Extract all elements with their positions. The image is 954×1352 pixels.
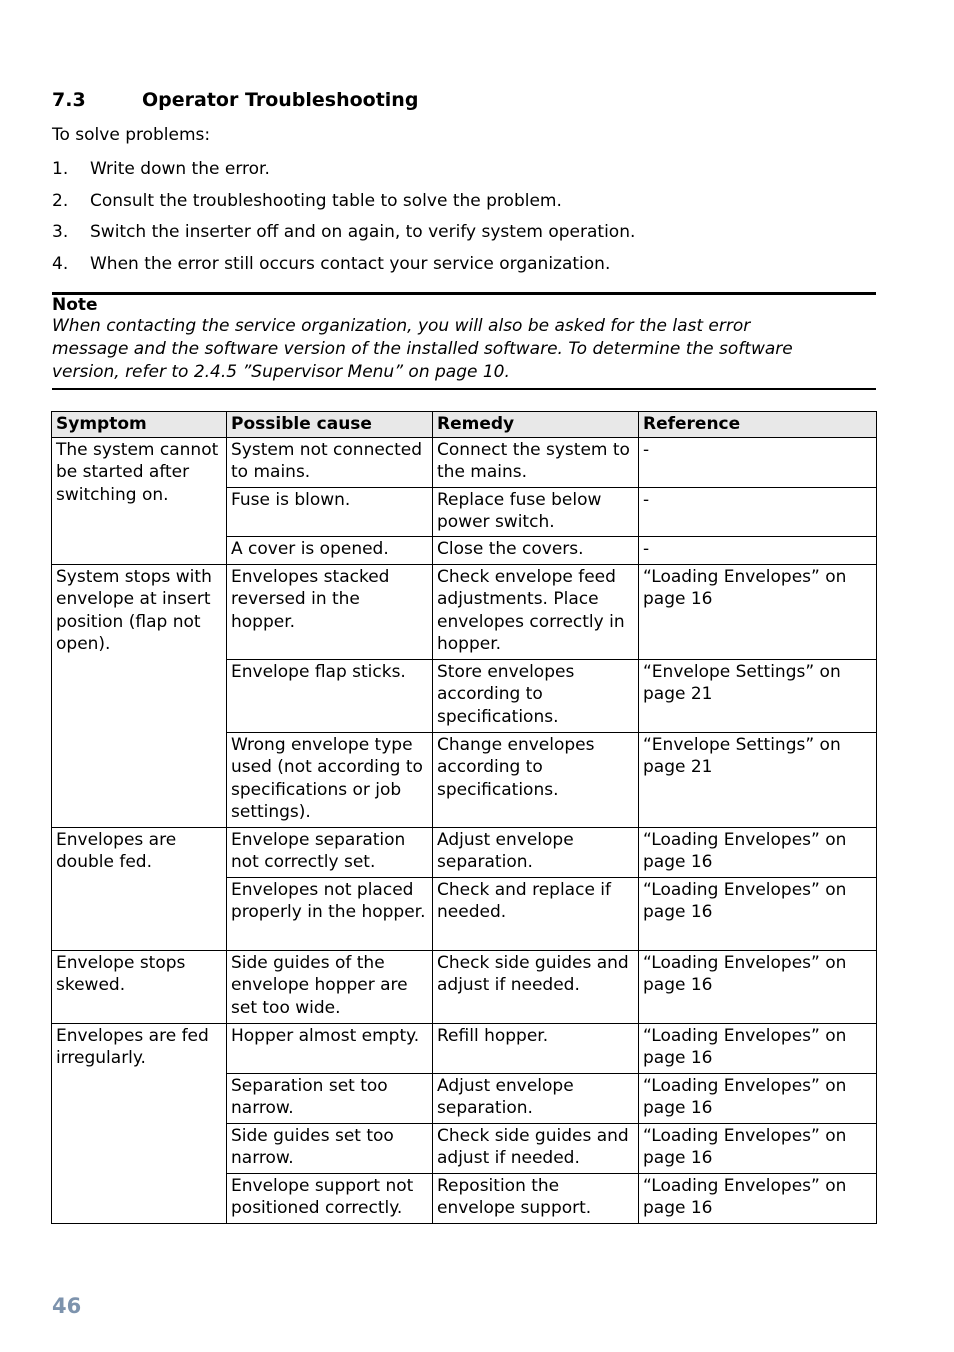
troubleshooting-table [51, 411, 877, 1224]
remedy-cell: Refill hopper. [433, 1023, 639, 1073]
symptom-cell: Envelopes are double fed. [52, 827, 227, 950]
step-item [52, 254, 635, 286]
reference-cell: “Loading Envelopes” on page 16 [639, 950, 877, 1023]
reference-cell: “Loading Envelopes” on page 16 [639, 564, 877, 659]
table-row [52, 950, 877, 1023]
section-heading [52, 89, 418, 111]
step-text: Consult the troubleshooting table to solve the problem. [90, 190, 562, 211]
reference-cell: “Envelope Settings” on page 21 [639, 659, 877, 732]
remedy-cell: Check and replace if needed. [433, 877, 639, 950]
cause-cell: Side guides set too narrow. [227, 1123, 433, 1173]
note-line: When contacting the service organization, you will also be asked for the last error [52, 316, 751, 336]
reference-cell: “Loading Envelopes” on page 16 [639, 1123, 877, 1173]
section-number: 7.3 [52, 89, 86, 111]
remedy-cell: Store envelopes according to specifications. [433, 659, 639, 732]
table-header-row [52, 412, 877, 438]
cause-cell: System not connected to mains. [227, 437, 433, 487]
step-item [52, 159, 635, 191]
steps-list [52, 159, 635, 286]
step-text: Switch the inserter off and on again, to verify system operation. [90, 222, 636, 243]
reference-cell: “Loading Envelopes” on page 16 [639, 1023, 877, 1073]
cause-cell: Envelopes not placed properly in the hopper. [227, 877, 433, 950]
reference-cell: “Loading Envelopes” on page 16 [639, 1173, 877, 1223]
remedy-cell: Adjust envelope separation. [433, 827, 639, 877]
cause-cell: Envelope separation not correctly set. [227, 827, 433, 877]
cause-cell: Envelope flap sticks. [227, 659, 433, 732]
symptom-cell: The system cannot be started after switching on. [52, 437, 227, 564]
remedy-cell: Check side guides and adjust if needed. [433, 1123, 639, 1173]
note-box [52, 292, 876, 390]
symptom-cell: Envelope stops skewed. [52, 950, 227, 1023]
reference-cell: “Loading Envelopes” on page 16 [639, 1073, 877, 1123]
cause-cell: Wrong envelope type used (not according to specifications or job settings). [227, 732, 433, 827]
header-symptom: Symptom [52, 412, 227, 438]
cause-cell: Separation set too narrow. [227, 1073, 433, 1123]
remedy-cell: Check envelope feed adjustments. Place envelopes correctly in hopper. [433, 564, 639, 659]
reference-cell: - [639, 487, 877, 536]
remedy-cell: Replace fuse below power switch. [433, 487, 639, 536]
step-number: 2. [52, 190, 69, 211]
header-reference: Reference [639, 412, 877, 438]
step-number: 1. [52, 159, 69, 179]
step-item [52, 222, 635, 254]
remedy-cell: Close the covers. [433, 536, 639, 564]
symptom-cell: System stops with envelope at insert position (flap not open). [52, 564, 227, 827]
step-text: Write down the error. [90, 159, 270, 179]
cause-cell: Envelope support not positioned correctly. [227, 1173, 433, 1223]
cause-cell: Fuse is blown. [227, 487, 433, 536]
reference-cell: - [639, 437, 877, 487]
reference-cell: - [639, 536, 877, 564]
intro-text: To solve problems: [52, 125, 211, 145]
header-remedy: Remedy [433, 412, 639, 438]
table-row [52, 564, 877, 659]
remedy-cell: Reposition the envelope support. [433, 1173, 639, 1223]
reference-cell: “Loading Envelopes” on page 16 [639, 877, 877, 950]
cause-cell: Envelopes stacked reversed in the hopper. [227, 564, 433, 659]
cause-cell: A cover is opened. [227, 536, 433, 564]
header-possible-cause: Possible cause [227, 412, 433, 438]
table-row [52, 827, 877, 877]
remedy-cell: Connect the system to the mains. [433, 437, 639, 487]
step-item [52, 191, 635, 223]
cause-cell: Side guides of the envelope hopper are set too wide. [227, 950, 433, 1023]
remedy-cell: Change envelopes according to specifications. [433, 732, 639, 827]
section-title: Operator Troubleshooting [142, 89, 419, 111]
step-text: When the error still occurs contact your service organization. [90, 254, 611, 275]
page-number: 46 [52, 1294, 82, 1318]
reference-cell: “Envelope Settings” on page 21 [639, 732, 877, 827]
note-title: Note [52, 295, 98, 315]
step-number: 3. [52, 222, 69, 243]
table-row [52, 1023, 877, 1073]
cause-cell: Hopper almost empty. [227, 1023, 433, 1073]
remedy-cell: Adjust envelope separation. [433, 1073, 639, 1123]
reference-cell: “Loading Envelopes” on page 16 [639, 827, 877, 877]
note-line: message and the software version of the installed software. To determine the software [52, 339, 793, 359]
table-row [52, 437, 877, 487]
symptom-cell: Envelopes are fed irregularly. [52, 1023, 227, 1223]
note-line: version, refer to 2.4.5 ”Supervisor Menu” on page 10. [52, 362, 510, 382]
remedy-cell: Check side guides and adjust if needed. [433, 950, 639, 1023]
step-number: 4. [52, 254, 69, 275]
